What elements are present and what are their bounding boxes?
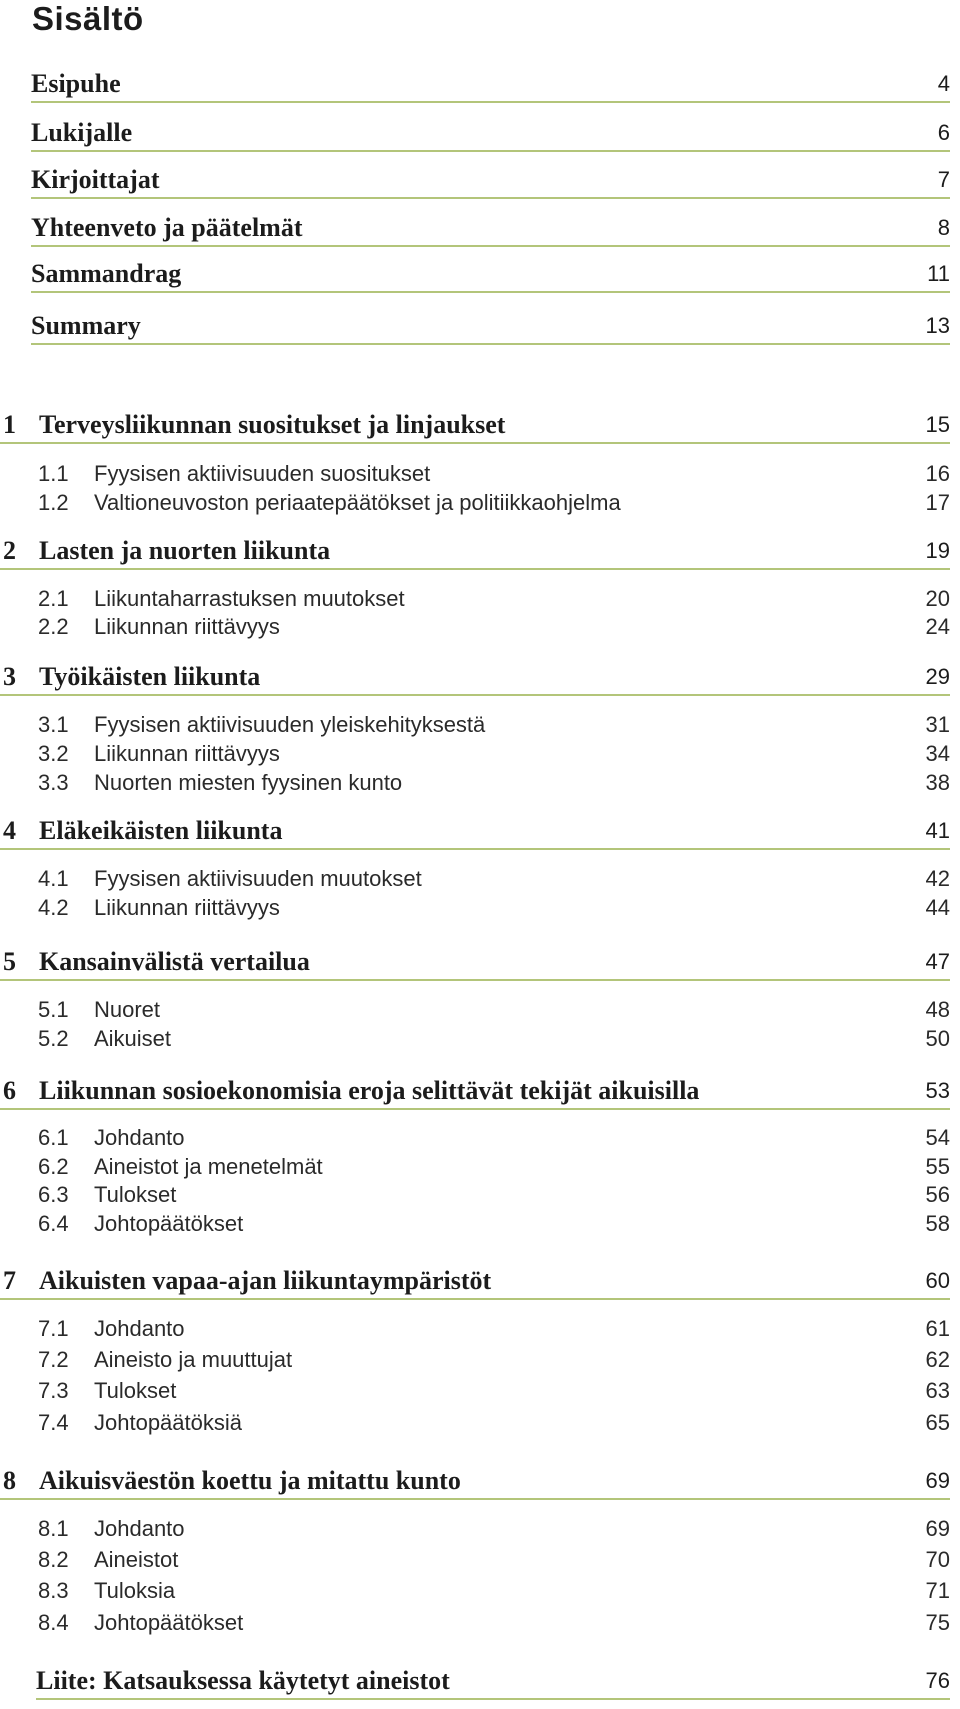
- entry-number: 8.3: [38, 1578, 69, 1603]
- entry-number: 2: [3, 536, 16, 565]
- entry-number: 4.2: [38, 895, 69, 920]
- entry-page-number: 11: [927, 261, 950, 286]
- entry-page-number: 56: [925, 1182, 950, 1207]
- entry-page-number: 42: [925, 866, 950, 891]
- entry-number: 3.2: [38, 741, 69, 766]
- entry-page-number: 47: [925, 949, 950, 974]
- toc-section[interactable]: [38, 486, 950, 516]
- entry-page-number: 7: [937, 167, 950, 192]
- toc-section[interactable]: [38, 1343, 950, 1373]
- entry-title: Fyysisen aktiivisuuden muutokset: [94, 866, 422, 891]
- entry-number: 6.1: [38, 1125, 69, 1150]
- toc-chapter-1[interactable]: [0, 408, 950, 444]
- toc-chapter-4[interactable]: [0, 814, 950, 850]
- entry-number: 6.4: [38, 1211, 69, 1236]
- toc-section[interactable]: [38, 1022, 950, 1052]
- toc-entry-front[interactable]: [31, 67, 950, 103]
- entry-page-number: 62: [925, 1347, 950, 1372]
- entry-page-number: 54: [925, 1125, 950, 1150]
- entry-number: 3.1: [38, 712, 69, 737]
- entry-page-number: 53: [925, 1078, 950, 1103]
- toc-section[interactable]: [38, 1374, 950, 1404]
- entry-title: Yhteenveto ja päätelmät: [31, 213, 303, 242]
- toc-chapter-7[interactable]: [0, 1264, 950, 1300]
- entry-title: Kansainvälistä vertailua: [39, 947, 310, 976]
- entry-number: 5.1: [38, 997, 69, 1022]
- toc-chapter-3[interactable]: [0, 660, 950, 696]
- entry-page-number: 61: [925, 1316, 950, 1341]
- entry-number: 7: [3, 1266, 16, 1295]
- entry-title: Lukijalle: [31, 118, 133, 147]
- toc-entry-front[interactable]: [31, 309, 950, 345]
- entry-number: 6.2: [38, 1154, 69, 1179]
- entry-title: Tulokset: [94, 1378, 177, 1403]
- entry-number: 6: [3, 1076, 16, 1105]
- entry-page-number: 24: [925, 614, 950, 639]
- entry-page-number: 55: [925, 1154, 950, 1179]
- toc-section[interactable]: [38, 1543, 950, 1573]
- toc-entry-front[interactable]: [31, 211, 950, 247]
- entry-number: 4: [3, 816, 16, 845]
- entry-title: Terveysliikunnan suositukset ja linjaukset: [39, 410, 506, 439]
- toc-entry-front[interactable]: [31, 116, 950, 152]
- entry-title: Summary: [31, 311, 141, 340]
- entry-number: 1: [3, 410, 16, 439]
- entry-number: 8.4: [38, 1610, 69, 1635]
- entry-title: Liikunnan riittävyys: [94, 895, 280, 920]
- toc-section[interactable]: [38, 1312, 950, 1342]
- toc-section[interactable]: [38, 1178, 950, 1208]
- entry-page-number: 48: [925, 997, 950, 1022]
- entry-page-number: 17: [925, 490, 950, 515]
- entry-page-number: 38: [925, 770, 950, 795]
- entry-title: Aikuiset: [94, 1026, 172, 1051]
- entry-title: Nuorten miesten fyysinen kunto: [94, 770, 403, 795]
- entry-title: Liikuntaharrastuksen muutokset: [94, 586, 405, 611]
- entry-title: Eläkeikäisten liikunta: [39, 816, 283, 845]
- toc-section[interactable]: [38, 1121, 950, 1151]
- toc-chapter-5[interactable]: [0, 945, 950, 981]
- entry-title: Johdanto: [94, 1316, 185, 1341]
- toc-section[interactable]: [38, 1574, 950, 1604]
- entry-page-number: 71: [925, 1578, 950, 1603]
- toc-section[interactable]: [38, 993, 950, 1023]
- toc-entry-front[interactable]: [31, 257, 950, 293]
- entry-number: 3.3: [38, 770, 69, 795]
- toc-section[interactable]: [38, 766, 950, 796]
- entry-page-number: 76: [925, 1668, 950, 1693]
- entry-number: 2.1: [38, 586, 69, 611]
- toc-section[interactable]: [38, 708, 950, 738]
- entry-page-number: 15: [925, 412, 950, 437]
- toc-section[interactable]: [38, 582, 950, 612]
- entry-title: Johtopäätökset: [94, 1211, 244, 1236]
- entry-title: Nuoret: [94, 997, 161, 1022]
- entry-title: Kirjoittajat: [31, 165, 160, 194]
- entry-page-number: 69: [925, 1516, 950, 1541]
- entry-page-number: 50: [925, 1026, 950, 1051]
- entry-page-number: 4: [937, 71, 950, 96]
- entry-number: 4.1: [38, 866, 69, 891]
- entry-number: 1.2: [38, 490, 69, 515]
- toc-section[interactable]: [38, 1150, 950, 1180]
- entry-title: Lasten ja nuorten liikunta: [39, 536, 331, 565]
- entry-page-number: 16: [925, 461, 950, 486]
- entry-page-number: 20: [925, 586, 950, 611]
- entry-title: Aikuisväestön koettu ja mitattu kunto: [39, 1466, 461, 1495]
- entry-title: Liite: Katsauksessa käytetyt aineistot: [36, 1666, 450, 1695]
- entry-page-number: 63: [925, 1378, 950, 1403]
- entry-page-number: 44: [925, 895, 950, 920]
- toc-chapter-8[interactable]: [0, 1464, 950, 1500]
- entry-number: 8.2: [38, 1547, 69, 1572]
- toc-section[interactable]: [38, 1207, 950, 1237]
- entry-number: 8.1: [38, 1516, 69, 1541]
- entry-page-number: 65: [925, 1410, 950, 1435]
- entry-number: 7.3: [38, 1378, 69, 1403]
- entry-number: 5: [3, 947, 16, 976]
- toc-section[interactable]: [38, 862, 950, 892]
- toc-section[interactable]: [38, 1512, 950, 1542]
- entry-title: Johtopäätöksiä: [94, 1410, 242, 1435]
- entry-title: Aineistot ja menetelmät: [94, 1154, 323, 1179]
- toc-section[interactable]: [38, 457, 950, 487]
- page-title: Sisältö: [32, 0, 144, 37]
- entry-page-number: 19: [925, 538, 950, 563]
- entry-title: Aineisto ja muuttujat: [94, 1347, 293, 1372]
- toc-entry-appendix[interactable]: [36, 1664, 950, 1700]
- entry-number: 7.2: [38, 1347, 69, 1372]
- entry-title: Fyysisen aktiivisuuden suositukset: [94, 461, 431, 486]
- entry-title: Aikuisten vapaa-ajan liikuntaympäristöt: [39, 1266, 492, 1295]
- entry-title: Liikunnan riittävyys: [94, 741, 280, 766]
- entry-page-number: 41: [925, 818, 950, 843]
- entry-title: Tulokset: [94, 1182, 177, 1207]
- entry-number: 7.4: [38, 1410, 69, 1435]
- entry-page-number: 58: [925, 1211, 950, 1236]
- toc-section[interactable]: [38, 1406, 950, 1436]
- entry-title: Tuloksia: [94, 1578, 176, 1603]
- entry-title: Valtioneuvoston periaatepäätökset ja politiikkaohjelma: [94, 490, 621, 515]
- entry-number: 1.1: [38, 461, 69, 486]
- toc-section[interactable]: [38, 891, 950, 921]
- toc-section[interactable]: [38, 737, 950, 767]
- entry-page-number: 8: [937, 215, 950, 240]
- entry-title: Esipuhe: [31, 69, 121, 98]
- entry-number: 5.2: [38, 1026, 69, 1051]
- entry-title: Johtopäätökset: [94, 1610, 244, 1635]
- entry-page-number: 70: [925, 1547, 950, 1572]
- toc-chapter-2[interactable]: [0, 534, 950, 570]
- entry-page-number: 29: [925, 664, 950, 689]
- entry-number: 8: [3, 1466, 16, 1495]
- toc-section[interactable]: [38, 1606, 950, 1636]
- entry-page-number: 69: [925, 1468, 950, 1493]
- entry-page-number: 60: [925, 1268, 950, 1293]
- entry-page-number: 34: [925, 741, 950, 766]
- entry-title: Työikäisten liikunta: [39, 662, 261, 691]
- entry-title: Fyysisen aktiivisuuden yleiskehityksestä: [94, 712, 486, 737]
- entry-title: Johdanto: [94, 1516, 185, 1541]
- entry-page-number: 75: [925, 1610, 950, 1635]
- entry-title: Sammandrag: [31, 259, 182, 288]
- entry-title: Liikunnan riittävyys: [94, 614, 280, 639]
- entry-title: Liikunnan sosioekonomisia eroja selittävät tekijät aikuisilla: [39, 1076, 700, 1105]
- entry-title: Johdanto: [94, 1125, 185, 1150]
- entry-page-number: 6: [937, 120, 950, 145]
- entry-page-number: 31: [925, 712, 950, 737]
- entry-number: 6.3: [38, 1182, 69, 1207]
- entry-title: Aineistot: [94, 1547, 179, 1572]
- toc-chapter-6[interactable]: [0, 1074, 950, 1110]
- entry-number: 7.1: [38, 1316, 69, 1341]
- entry-page-number: 13: [925, 313, 950, 338]
- entry-number: 2.2: [38, 614, 69, 639]
- toc-entry-front[interactable]: [31, 163, 950, 199]
- toc-section[interactable]: [38, 610, 950, 640]
- entry-number: 3: [3, 662, 16, 691]
